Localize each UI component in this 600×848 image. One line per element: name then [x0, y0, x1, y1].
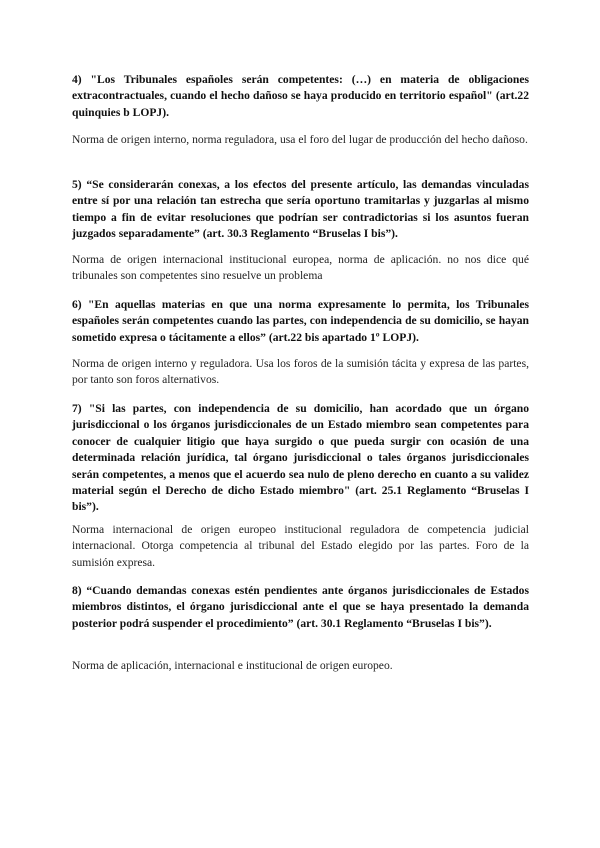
answer-6: Norma de origen interno y reguladora. Usa los foros de la sumisión tácita y expresa de las partes, por tanto son foros alternativos.: [72, 357, 529, 387]
question-7: 7) "Si las partes, con independencia de su domicilio, han acordado que un órgano jurisdiccional o los órganos jurisdiccionales de un Estado miembro sean competentes para conocer de cualquier litigio que haya surgido o que pueda surgir con ocasión de una determinada relación jurídica, tal órgano jurisdiccional o tales órganos jurisdiccionales serán competentes, a menos que el acuerdo sea nulo de pleno derecho en cuanto a su validez material según el Derecho de dicho Estado miembro" (art. 25.1 Reglamento “Bruselas I bis”).: [72, 402, 529, 514]
item-8: [72, 583, 529, 632]
item-7: [72, 401, 529, 516]
item-4: [72, 72, 529, 121]
item-5-answer: [72, 252, 529, 285]
question-8: 8) “Cuando demandas conexas estén pendientes ante órganos jurisdiccionales de Estados miembros distintos, el órgano jurisdiccional ante el que se haya presentado la demanda posterior podrá suspender el procedimiento” (art. 30.1 Reglamento “Bruselas I bis”).: [72, 584, 529, 630]
item-8-answer: [72, 658, 529, 674]
item-4-answer: [72, 132, 529, 148]
answer-8: Norma de aplicación, internacional e institucional de origen europeo.: [72, 659, 393, 672]
question-5: 5) “Se considerarán conexas, a los efectos del presente artículo, las demandas vinculadas entre sí por una relación tan estrecha que sería oportuno tramitarlas y juzgarlas al mismo tiempo a fin de evitar resoluciones que podrían ser contradictorias si los asuntos fueran juzgados separadamente” (art. 30.3 Reglamento “Bruselas I bis”).: [72, 178, 529, 241]
item-7-answer: [72, 522, 529, 571]
question-6: 6) "En aquellas materias en que una norma expresamente lo permita, los Tribunales españoles serán competentes cuando las partes, con independencia de su domicilio, se hayan sometido expresa o tácitamente a ellos” (art.22 bis apartado 1º LOPJ).: [72, 298, 529, 344]
item-6-answer: [72, 356, 529, 389]
answer-5: Norma de origen internacional institucional europea, norma de aplicación. no nos dice qué tribunales son competentes sino resuelve un problema: [72, 253, 529, 283]
item-5: [72, 177, 529, 243]
question-4: 4) "Los Tribunales españoles serán competentes: (…) en materia de obligaciones extracontractuales, cuando el hecho dañoso se haya producido en territorio español" (art.22 quinquies b LOPJ).: [72, 73, 529, 119]
item-6: [72, 297, 529, 346]
answer-4: Norma de origen interno, norma reguladora, usa el foro del lugar de producción del hecho dañoso.: [72, 133, 528, 146]
answer-7: Norma internacional de origen europeo institucional reguladora de competencia judicial internacional. Otorga competencia al tribunal del Estado elegido por las partes. Foro de la sumisión expresa.: [72, 523, 529, 569]
